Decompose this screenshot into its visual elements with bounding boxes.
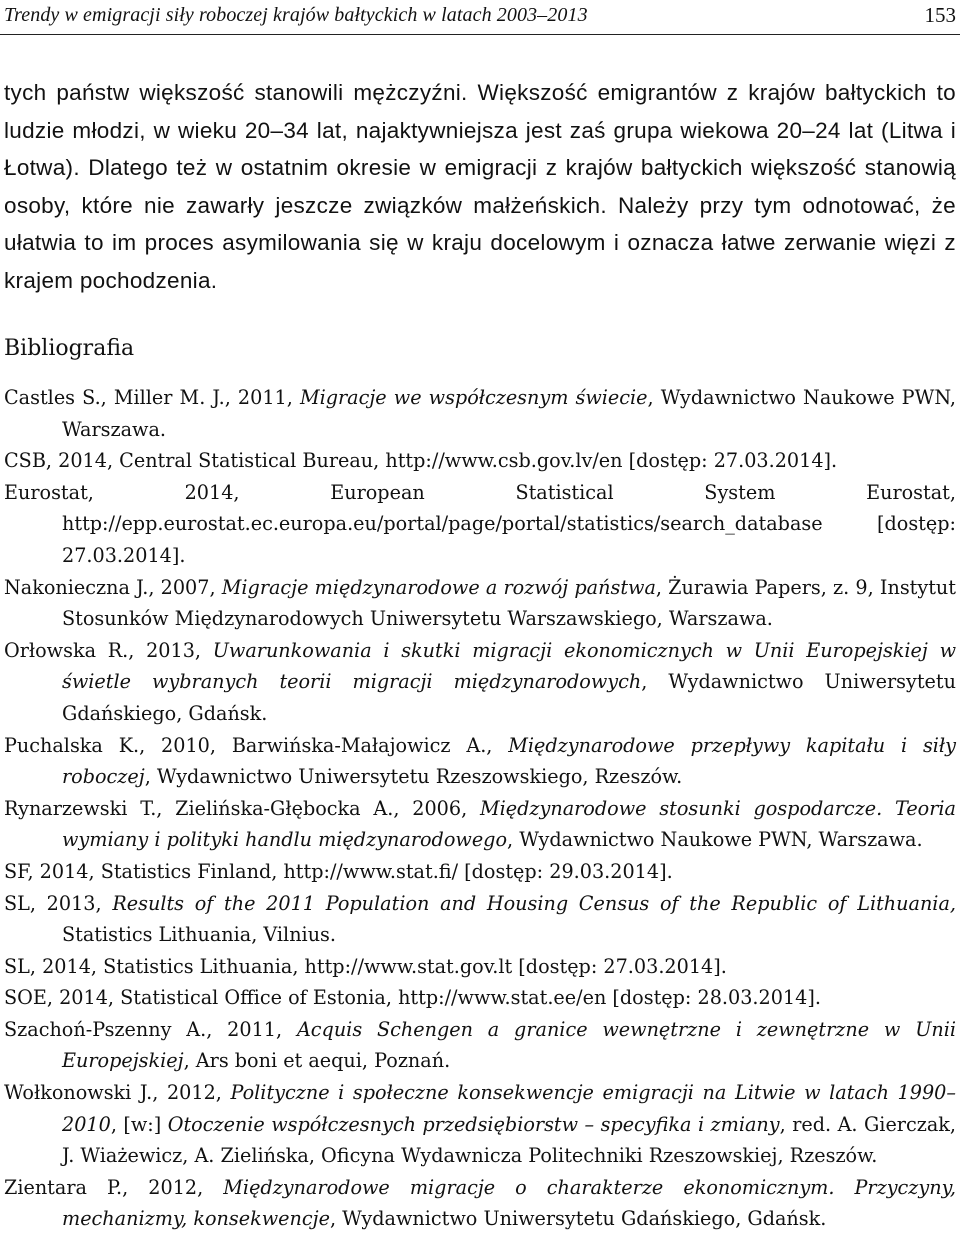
ref-author: Puchalska K., 2010, Barwińska-Małajowicz A., [4, 733, 509, 757]
reference-item [4, 477, 956, 572]
ref-author: Wołkonowski J., 2012, [4, 1081, 231, 1105]
body-paragraph: tych państw większość stanowili mężczyźni. Większość emigrantów z krajów bałtyckich to ludzie młodzi, w wieku 20–34 lat, najaktywniejsza jest zaś grupa wiekowa 20–24 lat (Litwa i Łotwa). Dlatego też w ostatnim okresie w emigracji z krajów bałtyckich większość stanowią osoby, które nie zawarły jeszcze związków małżeńskich. Należy przy tym odnotować, że ułatwia to im proces asymilowania się w kraju docelowym i oznacza łatwe zerwanie więzi z krajem pochodzenia. [4, 80, 956, 293]
ref-author: Eurostat, 2014, European Statistical System Eurostat, http://epp.eurostat.ec.europa.eu/portal/page/portal/statistics/search_database [dostęp: 27.03.2014]. [4, 480, 956, 567]
ref-author: Orłowska R., 2013, [4, 638, 213, 662]
reference-list [4, 382, 956, 1235]
ref-author: Nakonieczna J., 2007, [4, 575, 222, 599]
ref-rest: , Żurawia Papers, z. 9, Instytut Stosunków Międzynarodowych Uniwersytetu Warszawskiego, Warszawa. [62, 575, 956, 631]
ref-author: SOE, 2014, Statistical Office of Estonia, http://www.stat.ee/en [dostęp: 28.03.2014]. [4, 986, 821, 1010]
ref-rest: , Wydawnictwo Naukowe PWN, Warszawa. [62, 386, 956, 441]
ref-title: Uwarunkowania i skutki migracji ekonomicznych w Unii Europejskiej w świetle wybranych teorii migracji międzynarodowych [62, 638, 957, 694]
reference-item [4, 1172, 956, 1235]
ref-rest: , Wydawnictwo Uniwersytetu Rzeszowskiego, Rzeszów. [144, 765, 683, 789]
reference-item [4, 1077, 956, 1172]
ref-rest: , Wydawnictwo Uniwersytetu Gdańskiego, Gdańsk. [62, 670, 956, 725]
ref-rest: , [w:] [110, 1112, 168, 1136]
ref-author: SF, 2014, Statistics Finland, http://www.stat.fi/ [dostęp: 29.03.2014]. [4, 859, 673, 883]
ref-rest-secondary: , red. A. Gierczak, J. Wiażewicz, A. Zielińska, Oficyna Wydawnicza Politechniki Rzeszowskiej, Rzeszów. [62, 1112, 956, 1168]
reference-item [4, 1014, 956, 1077]
ref-author: SL, 2013, [4, 891, 113, 915]
ref-rest: , Wydawnictwo Uniwersytetu Gdańskiego, Gdańsk. [329, 1207, 827, 1231]
running-header [0, 0, 960, 35]
reference-item [4, 572, 956, 635]
ref-author: CSB, 2014, Central Statistical Bureau, http://www.csb.gov.lv/en [dostęp: 27.03.2014]. [4, 449, 838, 473]
reference-item [4, 445, 956, 477]
ref-author: Castles S., Miller M. J., 2011, [4, 386, 300, 409]
ref-author: Rynarzewski T., Zielińska-Głębocka A., 2006, [4, 796, 480, 820]
reference-item [4, 382, 956, 445]
ref-author: Zientara P., 2012, [4, 1175, 224, 1199]
ref-rest: , Ars boni et aequi, Poznań. [183, 1049, 451, 1073]
page-number: 153 [924, 3, 956, 27]
reference-item [4, 730, 956, 793]
reference-item [4, 793, 956, 856]
ref-title: Polityczne i społeczne konsekwencje emigracji na Litwie w latach 1990–2010 [62, 1081, 956, 1136]
reference-item [4, 951, 956, 983]
ref-title: Międzynarodowe migracje o charakterze ekonomicznym. Przyczyny, mechanizmy, konsekwencje [62, 1175, 956, 1231]
reference-item [4, 888, 956, 951]
ref-rest: Statistics Lithuania, Vilnius. [62, 923, 336, 947]
ref-author: SL, 2014, Statistics Lithuania, http://www.stat.gov.lt [dostęp: 27.03.2014]. [4, 954, 727, 978]
section-heading-bibliography: Bibliografia [4, 336, 135, 361]
reference-item [4, 982, 956, 1014]
ref-title: Migracje międzynarodowe a rozwój państwa [221, 575, 656, 599]
ref-title: Migracje we współczesnym świecie [299, 386, 648, 409]
ref-title: Acquis Schengen a granice wewnętrzne i zewnętrzne w Unii Europejskiej [62, 1017, 956, 1073]
ref-rest: , Wydawnictwo Naukowe PWN, Warszawa. [507, 828, 923, 852]
ref-title: Międzynarodowe przepływy kapitału i siły roboczej [62, 733, 956, 789]
reference-item [4, 856, 956, 888]
ref-title: Międzynarodowe stosunki gospodarcze. Teoria wymiany i polityki handlu międzynarodowego [62, 796, 956, 852]
ref-author: Szachoń-Pszenny A., 2011, [4, 1017, 297, 1041]
reference-item [4, 635, 956, 730]
ref-title: Results of the 2011 Population and Housing Census of the Republic of Lithuania, [112, 891, 956, 915]
ref-title-secondary: Otoczenie współczesnych przedsiębiorstw – specyfika i zmiany [167, 1112, 780, 1136]
running-title: Trendy w emigracji siły roboczej krajów bałtyckich w latach 2003–2013 [4, 4, 588, 26]
